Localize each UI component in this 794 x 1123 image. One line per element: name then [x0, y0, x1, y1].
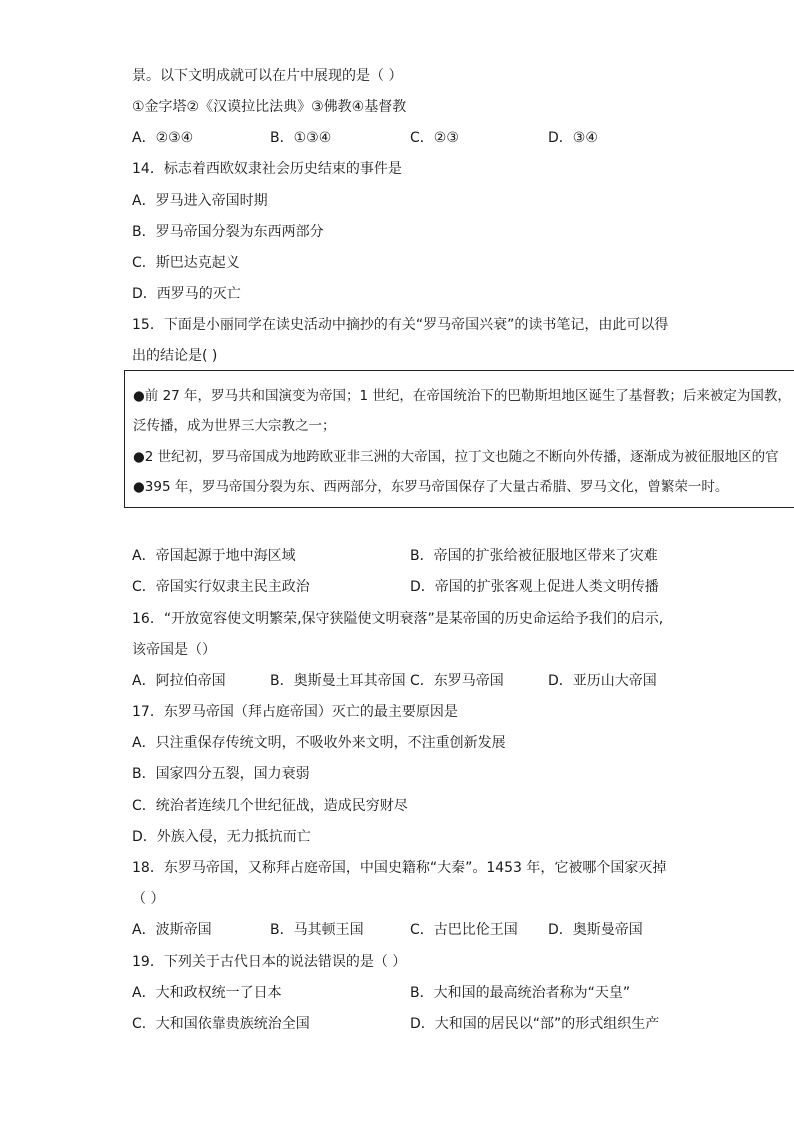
q15-note-3: ●395 年，罗马帝国分裂为东、西两部分，东罗马帝国保存了大量古希腊、罗马文化，曾繁荣一时。: [133, 479, 729, 495]
q15-stem-line2: 出的结论是( ): [132, 348, 218, 364]
q18-stem-line1: 18．东罗马帝国，又称拜占庭帝国，中国史籍称“大秦”。1453 年，它被哪个国家灭掉: [132, 860, 667, 876]
q18-option-c: C．古巴比伦王国: [410, 922, 518, 938]
q17-option-a: A．只注重保存传统文明，不吸收外来文明，不注重创新发展: [132, 735, 506, 751]
q14-option-a: A．罗马进入帝国时期: [132, 193, 268, 209]
q16-option-c: C．东罗马帝国: [410, 673, 504, 689]
q14-option-c: C．斯巴达克起义: [132, 255, 240, 271]
q13-option-d: D．③④: [548, 130, 598, 146]
q17-option-c: C．统治者连续几个世纪征战，造成民穷财尽: [132, 798, 408, 814]
q15-option-c: C．帝国实行奴隶主民主政治: [132, 579, 310, 595]
q15-note-1: ●前 27 年，罗马共和国演变为帝国；1 世纪，在帝国统治下的巴勒斯坦地区诞生了基督教；后来被定为国教，: [133, 388, 791, 404]
q15-option-d: D．帝国的扩张客观上促进人类文明传播: [410, 579, 659, 595]
q16-stem-line1: 16．“开放宽容使文明繁荣,保守狭隘使文明衰落”是某帝国的历史命运给予我们的启示,: [132, 611, 664, 627]
q16-option-b: B．奥斯曼土耳其帝国: [270, 673, 406, 689]
q19-option-d: D．大和国的居民以“部”的形式组织生产: [410, 1016, 660, 1032]
q13-option-b: B．①③④: [270, 130, 332, 146]
q13-items: ①金字塔②《汉谟拉比法典》③佛教④基督教: [132, 99, 407, 115]
q15-note-1-cont: 泛传播，成为世界三大宗教之一；: [133, 418, 336, 434]
q16-option-d: D．亚历山大帝国: [548, 673, 657, 689]
q16-stem-line2: 该帝国是（）: [132, 642, 216, 658]
q15-option-a: A．帝国起源于地中海区域: [132, 548, 296, 564]
q13-stem-tail: 景。以下文明成就可以在片中展现的是（ ）: [132, 68, 403, 84]
q17-option-b: B．国家四分五裂，国力衰弱: [132, 766, 310, 782]
q14-option-b: B．罗马帝国分裂为东西两部分: [132, 224, 324, 240]
q18-stem-line2: （ ）: [132, 891, 165, 907]
q17-stem: 17．东罗马帝国（拜占庭帝国）灭亡的最主要原因是: [132, 704, 458, 720]
q16-option-a: A．阿拉伯帝国: [132, 673, 226, 689]
q15-note-2: ●2 世纪初，罗马帝国成为地跨欧亚非三洲的大帝国，拉丁文也随之不断向外传播，逐渐成为被征服地区的官: [133, 449, 779, 465]
q17-option-d: D．外族入侵，无力抵抗而亡: [132, 829, 311, 845]
q14-stem: 14．标志着西欧奴隶社会历史结束的事件是: [132, 161, 402, 177]
q18-option-a: A．波斯帝国: [132, 922, 212, 938]
q18-option-b: B．马其顿王国: [270, 922, 364, 938]
q14-option-d: D．西罗马的灭亡: [132, 286, 241, 302]
q18-option-d: D．奥斯曼帝国: [548, 922, 643, 938]
q15-stem-line1: 15．下面是小丽同学在读史活动中摘抄的有关“罗马帝国兴衰”的读书笔记，由此可以得: [132, 317, 669, 333]
q19-option-a: A．大和政权统一了日本: [132, 985, 282, 1001]
q13-option-c: C．②③: [410, 130, 459, 146]
q19-option-b: B．大和国的最高统治者称为“天皇”: [410, 985, 631, 1001]
q13-option-a: A．②③④: [132, 130, 194, 146]
q15-option-b: B．帝国的扩张给被征服地区带来了灾难: [410, 548, 658, 564]
q19-option-c: C．大和国依靠贵族统治全国: [132, 1016, 310, 1032]
q15-notes-box: [124, 370, 794, 508]
q19-stem: 19．下列关于古代日本的说法错误的是（ ）: [132, 954, 407, 970]
